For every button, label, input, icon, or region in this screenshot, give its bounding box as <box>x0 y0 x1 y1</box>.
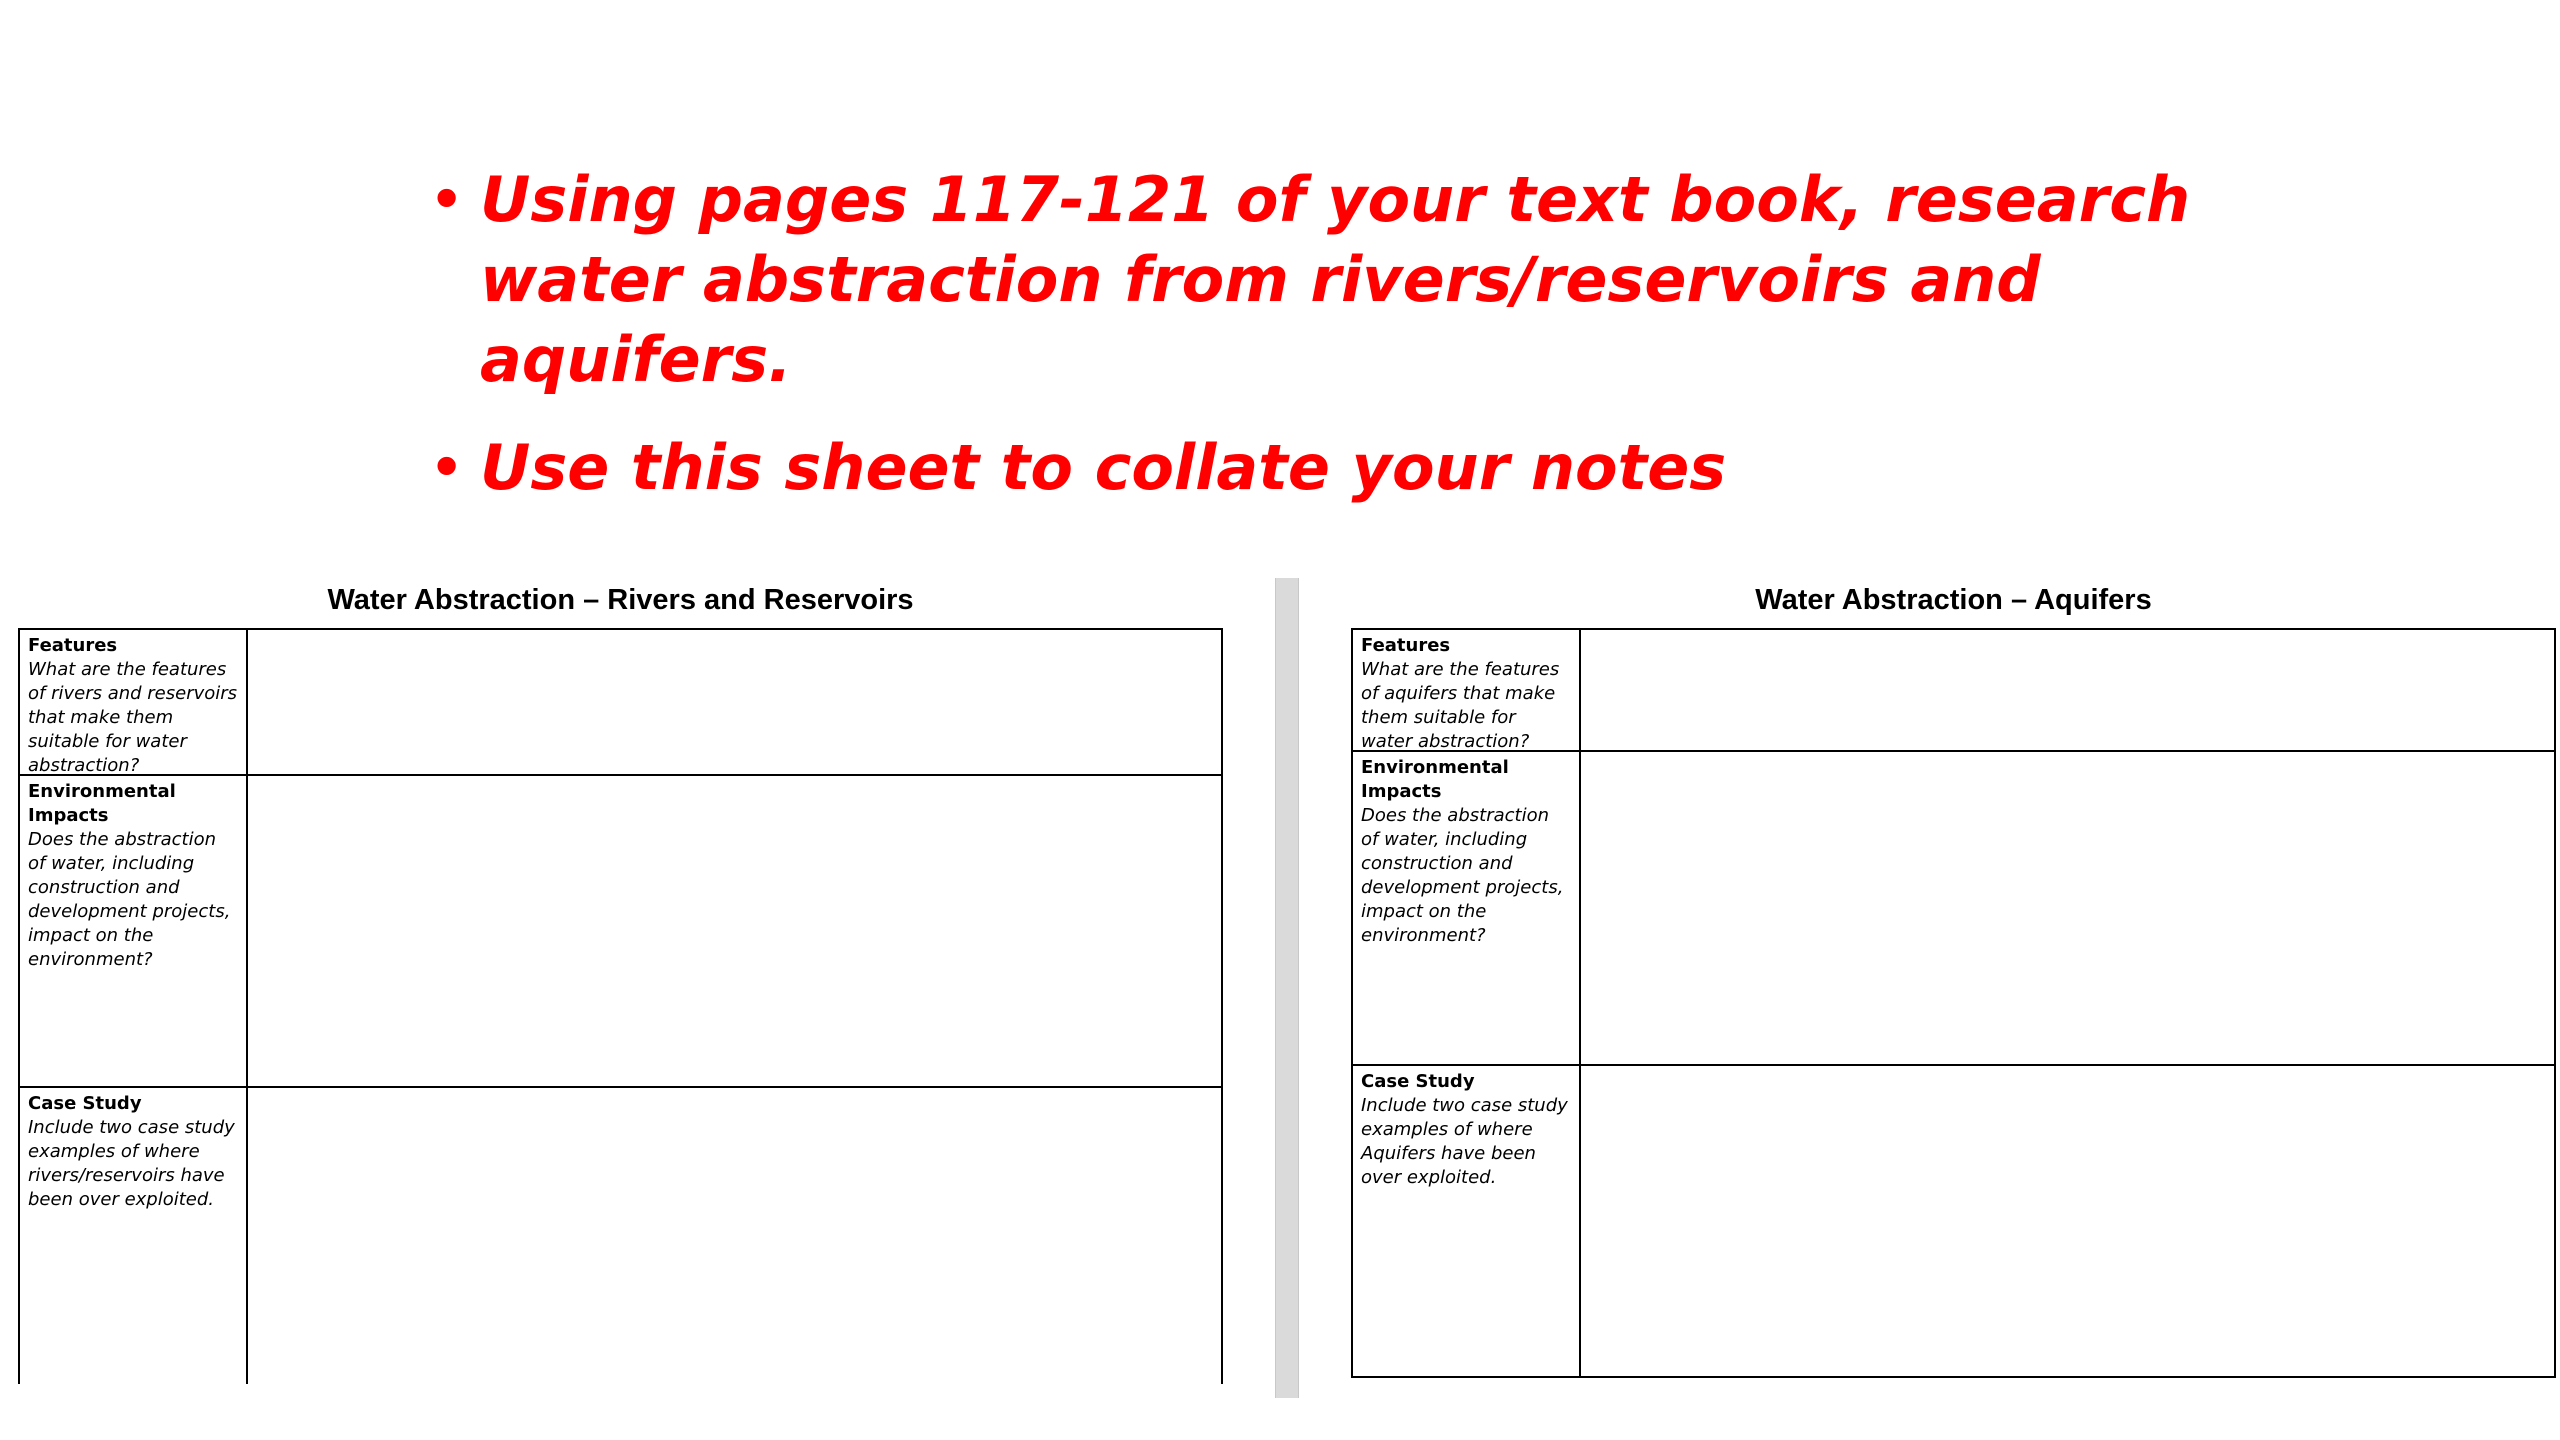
bullet-icon: • <box>430 438 464 498</box>
row-heading: Environmental Impacts <box>28 781 176 826</box>
row-heading: Case Study <box>1361 1071 1475 1092</box>
row-prompt: Does the abstraction of water, including construction and development projects, impact on the environment? <box>28 829 231 970</box>
table-row-features <box>1353 630 2554 750</box>
worksheet-aquifers <box>1351 582 2556 1378</box>
instruction-item <box>430 160 2330 400</box>
worksheet-rivers-reservoirs <box>18 582 1223 1384</box>
row-heading: Environmental Impacts <box>1361 757 1509 802</box>
table-row-case-study <box>20 1086 1221 1384</box>
notes-table <box>18 628 1223 1384</box>
page-divider <box>1275 578 1299 1398</box>
answer-cell-case-study[interactable] <box>1581 1066 2554 1376</box>
instruction-text: Use this sheet to collate your notes <box>480 431 1727 504</box>
row-heading: Features <box>28 635 118 656</box>
row-label <box>20 630 248 774</box>
row-heading: Case Study <box>28 1093 142 1114</box>
row-prompt: Include two case study examples of where rivers/reservoirs have been over exploited. <box>28 1117 235 1210</box>
table-row-case-study <box>1353 1064 2554 1376</box>
table-row-environmental-impacts <box>20 774 1221 1086</box>
notes-table <box>1351 628 2556 1378</box>
row-prompt: What are the features of aquifers that make them suitable for water abstraction? <box>1361 659 1560 752</box>
answer-cell-features[interactable] <box>248 630 1221 774</box>
sheet-title: Water Abstraction – Aquifers <box>1755 584 2152 616</box>
answer-cell-features[interactable] <box>1581 630 2554 750</box>
instruction-item <box>430 428 2330 508</box>
row-prompt: What are the features of rivers and reservoirs that make them suitable for water abstraction? <box>28 659 238 776</box>
answer-cell-environmental-impacts[interactable] <box>1581 752 2554 1064</box>
answer-cell-environmental-impacts[interactable] <box>248 776 1221 1086</box>
table-row-environmental-impacts <box>1353 750 2554 1064</box>
row-prompt: Does the abstraction of water, including construction and development projects, impact on the environment? <box>1361 805 1564 946</box>
row-label <box>1353 1066 1581 1376</box>
row-label <box>1353 630 1581 750</box>
sheet-title: Water Abstraction – Rivers and Reservoirs <box>327 584 914 616</box>
instruction-list <box>430 160 2330 536</box>
row-label <box>20 1088 248 1384</box>
bullet-icon: • <box>430 170 464 230</box>
table-row-features <box>20 630 1221 774</box>
row-heading: Features <box>1361 635 1451 656</box>
row-label <box>20 776 248 1086</box>
answer-cell-case-study[interactable] <box>248 1088 1221 1384</box>
row-prompt: Include two case study examples of where Aquifers have been over exploited. <box>1361 1095 1568 1188</box>
instruction-text: Using pages 117-121 of your text book, research water abstraction from rivers/reservoirs and aquifers. <box>480 163 2191 396</box>
row-label <box>1353 752 1581 1064</box>
